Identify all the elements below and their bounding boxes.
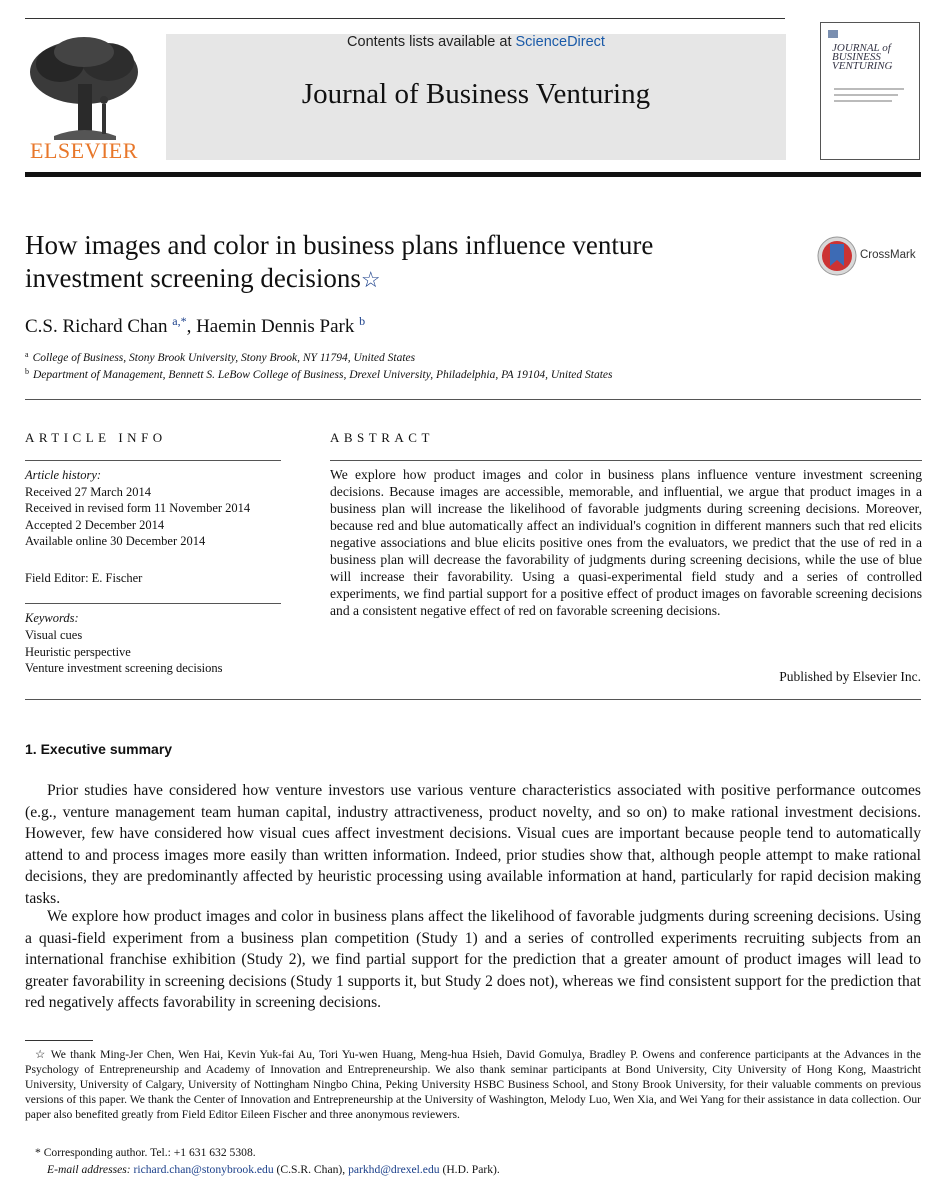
- article-info-rule: [25, 460, 281, 461]
- abstract-rule: [330, 460, 922, 461]
- contents-line: [166, 34, 786, 50]
- keywords-label: Keywords:: [25, 611, 79, 625]
- abstract-heading: ABSTRACT: [330, 430, 434, 445]
- author-affiliation-marker[interactable]: b: [359, 314, 366, 328]
- title-footnote-star-icon[interactable]: ☆: [360, 267, 381, 292]
- author-list: [25, 314, 725, 338]
- journal-name[interactable]: Journal of Business Venturing: [301, 78, 651, 110]
- field-editor: Field Editor: E. Fischer: [25, 571, 143, 585]
- affiliation-key: a: [25, 350, 29, 359]
- footnote-star-icon: ☆: [35, 1048, 47, 1061]
- corresponding-mark: *: [35, 1146, 41, 1159]
- sciencedirect-link[interactable]: ScienceDirect: [515, 34, 605, 50]
- published-by: Published by Elsevier Inc.: [779, 669, 921, 684]
- acknowledgement-footnote: [25, 1047, 921, 1122]
- footnote-rule: [25, 1040, 93, 1041]
- corresponding-text: Corresponding author. Tel.: +1 631 632 5308.: [43, 1146, 256, 1159]
- history-online: Available online 30 December 2014: [25, 534, 206, 548]
- body-paragraph: We explore how product images and color in business plans affect the likelihood of favorable judgments during screening decisions. Using a quasi-field experiment from a business plan competition (Study 1) and a series of controlled experiments recruiting subjects from an international franchise exhibition (Study 2), we find partial support for the prediction that a greater amount of product images will lead to greater favorability in screening decisions (Study 1 supports it, but Study 2 does not), whereas we find consistent support for the prediction that red negatively affects favorability in screening decisions.: [25, 908, 921, 1011]
- affiliation-text: Department of Management, Bennett S. LeBow College of Business, Drexel University, Philadelphia, PA 19104, United States: [33, 369, 613, 381]
- corresponding-footnote: [25, 1145, 921, 1160]
- email-label: E-mail addresses:: [47, 1163, 131, 1176]
- article-info-heading: ARTICLE INFO: [25, 430, 167, 445]
- author-name: Haemin Dennis Park: [196, 316, 355, 337]
- article-title: [25, 229, 745, 296]
- abstract-bottom-rule: [25, 699, 921, 700]
- history-accepted: Accepted 2 December 2014: [25, 518, 165, 532]
- keyword-item: Visual cues: [25, 628, 83, 642]
- email-owner: (H.D. Park).: [442, 1163, 500, 1176]
- elsevier-wordmark: ELSEVIER: [30, 138, 138, 163]
- keyword-item: Heuristic perspective: [25, 645, 131, 659]
- keyword-item: Venture investment screening decisions: [25, 661, 223, 675]
- author-separator: ,: [186, 316, 197, 337]
- crossmark-icon[interactable]: [817, 236, 857, 276]
- email-owner: (C.S.R. Chan),: [276, 1163, 346, 1176]
- cover-title: JOURNAL of BUSINESS VENTURING: [832, 42, 893, 72]
- crossmark-label[interactable]: CrossMark: [860, 249, 916, 261]
- body-paragraph: Prior studies have considered how venture investors use various venture characteristics associated with positive performance outcomes (e.g., venture management team human capital, industry attractiveness, product novelty, and so on) to make rational investment decisions. However, few have considered how visual cues affect investment decisions. Visual cues are important because people tend to automatically attend to and process images more easily than written information. Indeed, prior studies show that, although people attempt to make rational decisions, they are predominantly affected by heuristic processing using available information at hand, particularly for rapid decision making tasks.: [25, 782, 921, 907]
- acknowledgement-text: We thank Ming-Jer Chen, Wen Hai, Kevin Yuk-fai Au, Tori Yu-wen Huang, Meng-hua Hsieh, David Gomulya, Bradley P. Owens and conference participants at the Advances in the Psychology of Entrepreneurship and Academy of Innovation and Entrepreneurship. We also thank seminar participants at Bond University, City University of Hong Kong, Maastricht University, University of Calgary, University of Nottingham Ningbo China, Peking University HSBC Business School, and Stony Brook University, for their valuable comments on previous versions of this paper. We thank the Center of Innovation and Entrepreneurship at the University of Washington, Melody Luo, Wen Xia, and Wei Yang for their assistance in data collection. Our paper also benefited greatly from Field Editor Eileen Fischer and three anonymous reviewers.: [25, 1048, 921, 1121]
- affiliation-text: College of Business, Stony Brook University, Stony Brook, NY 11794, United States: [32, 352, 416, 364]
- email-footnote: [47, 1162, 921, 1177]
- affiliation-a: [25, 350, 415, 364]
- header-top-rule: [25, 18, 785, 19]
- section-heading: 1. Executive summary: [25, 741, 173, 757]
- affiliation-key: b: [25, 367, 29, 376]
- author-name: C.S. Richard Chan: [25, 316, 168, 337]
- contents-prefix: Contents lists available at: [347, 34, 516, 50]
- history-revised: Received in revised form 11 November 2014: [25, 501, 251, 515]
- email-link[interactable]: parkhd@drexel.edu: [348, 1163, 440, 1176]
- title-block-rule: [25, 399, 921, 400]
- abstract-text: We explore how product images and color in business plans influence venture investment screening decisions. Because images are accessible, memorable, and influential, we argue that product images in a business plan will increase the likelihood of favorable judgments during screening decisions. Moreover, because red and blue automatically affect an individual's cognition in different manners such that red elicits negative associations and blue elicits positive ones from the evaluators, we predict that the use of red in a business plan will decrease the favorability of judgments during screening decisions, while the use of blue will increase their favorability. Using a quasi-experimental field study and a series of controlled experiments, we find partial support for a positive effect of product images on favorable screening decisions and a consistent negative effect of red on favorable screening decisions.: [330, 467, 922, 618]
- affiliation-b: [25, 367, 613, 381]
- email-link[interactable]: richard.chan@stonybrook.edu: [133, 1163, 274, 1176]
- header-thick-rule: [25, 172, 921, 177]
- history-received: Received 27 March 2014: [25, 485, 152, 499]
- article-title-text: How images and color in business plans influence venture investment screening decisions: [25, 230, 654, 293]
- author-affiliation-marker[interactable]: a,*: [172, 314, 187, 328]
- keywords-rule: [25, 603, 281, 604]
- article-history-label: Article history:: [25, 468, 102, 482]
